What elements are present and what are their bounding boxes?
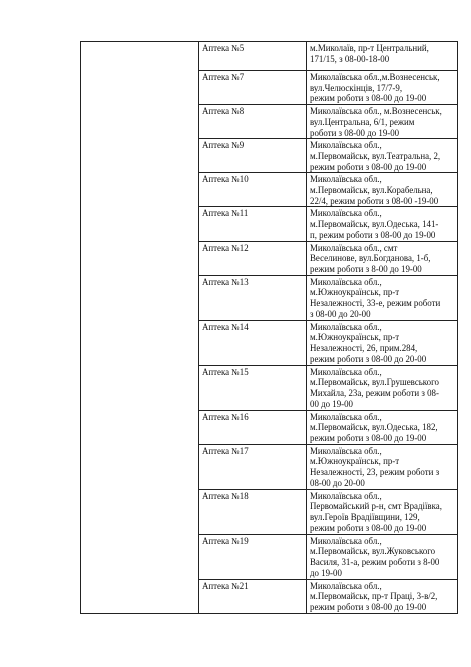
address-line: м.Первомайськ, пр-т Праці, 3-в/2, <box>310 591 438 602</box>
address-line: Миколаївська обл., <box>310 140 382 151</box>
address-line: Миколаївська обл., <box>310 490 382 501</box>
empty-cell <box>81 579 199 613</box>
address-line: м.Первомайськ, вул.Театральна, 2, <box>310 150 441 161</box>
address-line: режим роботи з 08-00 до 20-00 <box>310 353 427 364</box>
pharmacy-name-cell: Аптека №19 <box>199 534 307 579</box>
address-line: Миколаївська обл., <box>310 174 382 185</box>
table-row <box>81 579 458 613</box>
address-line: Миколаївська обл., <box>310 411 382 422</box>
pharmacy-address-cell <box>307 410 458 444</box>
empty-cell <box>81 320 199 365</box>
address-line: Василя, 31-а, режим роботи з 8-00 <box>310 557 440 568</box>
table-row <box>81 173 458 207</box>
address-line: м.Южноукраїнськ, пр-т <box>310 456 400 467</box>
address-line: п, режим роботи з 08-00 до 19-00 <box>310 229 436 240</box>
address-line: м.Первомайськ, вул.Корабельна, <box>310 185 433 196</box>
pharmacy-address-cell <box>307 105 458 139</box>
address-line: вул.Героїв Врадіївщини, 129, <box>310 512 420 523</box>
address-line: Первомайський р-н, смт Врадіївка, <box>310 501 442 512</box>
table-row <box>81 275 458 320</box>
address-line: роботи з 08-00 до 19-00 <box>310 127 400 138</box>
pharmacy-address-cell <box>307 139 458 173</box>
empty-cell <box>81 410 199 444</box>
pharmacy-name-cell: Аптека №12 <box>199 241 307 275</box>
address-line: Миколаївська обл., <box>310 321 382 332</box>
address-line: режим роботи з 8-00 до 19-00 <box>310 263 422 274</box>
pharmacy-address-cell <box>307 534 458 579</box>
pharmacy-address-cell <box>307 489 458 534</box>
pharmacy-name-cell: Аптека №18 <box>199 489 307 534</box>
empty-cell <box>81 139 199 173</box>
address-line: Миколаївська обл., <box>310 445 382 456</box>
pharmacy-name-cell: Аптека №13 <box>199 275 307 320</box>
address-line: 08-00 до 20-00 <box>310 477 365 488</box>
address-line: 22/4, режим роботи з 08-00 -19-00 <box>310 195 439 206</box>
address-line: 00 до 19-00 <box>310 398 353 409</box>
address-line: Незалежності, 33-е, режим роботи <box>310 298 441 309</box>
pharmacy-name-cell: Аптека №8 <box>199 105 307 139</box>
address-line: м.Первомайськ, вул.Одеська, 182, <box>310 422 438 433</box>
address-line: м.Первомайськ, вул.Одеська, 141- <box>310 219 439 230</box>
empty-cell <box>81 444 199 489</box>
pharmacy-name-cell: Аптека №5 <box>199 42 307 71</box>
pharmacy-address-cell <box>307 241 458 275</box>
empty-cell <box>81 241 199 275</box>
address-line: Миколаївська обл., <box>310 208 382 219</box>
address-line: вул.Центральна, 6/1, режим <box>310 116 415 127</box>
pharmacy-address-cell <box>307 365 458 410</box>
address-line: м.Южноукраїнськ, пр-т <box>310 332 400 343</box>
address-line: режим роботи з 08-00 до 19-00 <box>310 602 427 613</box>
pharmacy-name-cell: Аптека №21 <box>199 579 307 613</box>
pharmacy-name-cell: Аптека №9 <box>199 139 307 173</box>
pharmacy-address-cell <box>307 275 458 320</box>
table-row <box>81 410 458 444</box>
pharmacy-name-cell: Аптека №10 <box>199 173 307 207</box>
table-row <box>81 320 458 365</box>
table-row <box>81 105 458 139</box>
address-line: м.Первомайськ, вул.Грушевського <box>310 377 439 388</box>
address-line: м.Южноукраїнськ, пр-т <box>310 287 400 298</box>
table-row <box>81 365 458 410</box>
empty-cell <box>81 534 199 579</box>
address-line: Миколаївська обл.,м.Вознесенськ, <box>310 72 440 82</box>
pharmacy-table <box>80 41 458 614</box>
address-line: Миколаївська обл., <box>310 535 382 546</box>
empty-cell <box>81 489 199 534</box>
pharmacy-address-cell <box>307 71 458 105</box>
empty-cell <box>81 71 199 105</box>
address-line: вул.Челюскінців, 17/7-9, <box>310 82 403 93</box>
empty-cell <box>81 105 199 139</box>
empty-cell <box>81 275 199 320</box>
address-line: Михайла, 23а, режим роботи з 08- <box>310 388 439 399</box>
pharmacy-address-cell <box>307 444 458 489</box>
table-row <box>81 42 458 71</box>
address-line: режим роботи з 08-00 до 19-00 <box>310 93 427 104</box>
address-line: Незалежності, 26, прим.284, <box>310 343 418 354</box>
empty-cell <box>81 173 199 207</box>
address-line: Миколаївська обл., <box>310 366 382 377</box>
table-row <box>81 139 458 173</box>
pharmacy-name-cell: Аптека №7 <box>199 71 307 105</box>
address-line: м.Миколаїв, пр-т Центральний, <box>310 43 429 53</box>
address-line: Миколаївська обл., смт <box>310 242 398 253</box>
empty-cell <box>81 207 199 241</box>
address-line: Миколаївська обл., <box>310 580 382 591</box>
pharmacy-address-cell <box>307 42 458 71</box>
address-line: режим роботи з 08-00 до 19-00 <box>310 433 427 444</box>
table-row <box>81 207 458 241</box>
table-row <box>81 534 458 579</box>
empty-cell <box>81 365 199 410</box>
table-row <box>81 241 458 275</box>
pharmacy-name-cell: Аптека №11 <box>199 207 307 241</box>
pharmacy-name-cell: Аптека №16 <box>199 410 307 444</box>
pharmacy-address-cell <box>307 207 458 241</box>
pharmacy-name-cell: Аптека №14 <box>199 320 307 365</box>
address-line: до 19-00 <box>310 567 342 578</box>
address-line: м.Первомайськ, вул.Жуковського <box>310 546 436 557</box>
address-line: Незалежності, 23, режим роботи з <box>310 467 440 478</box>
address-line: Веселинове, вул.Богданова, 1-б, <box>310 253 431 264</box>
address-line: 171/15, з 08-00-18-00 <box>310 53 390 64</box>
address-line: Миколаївська обл., м.Вознесенськ, <box>310 106 442 117</box>
address-line: Миколаївська обл., <box>310 276 382 287</box>
address-line: з 08-00 до 20-00 <box>310 308 371 319</box>
pharmacy-name-cell: Аптека №15 <box>199 365 307 410</box>
pharmacy-address-cell <box>307 173 458 207</box>
pharmacy-name-cell: Аптека №17 <box>199 444 307 489</box>
pharmacy-address-cell <box>307 579 458 613</box>
address-line: режим роботи з 08-00 до 19-00 <box>310 161 427 172</box>
table-row <box>81 489 458 534</box>
address-line: режим роботи з 08-00 до 19-00 <box>310 522 427 533</box>
table-row <box>81 71 458 105</box>
empty-cell <box>81 42 199 71</box>
pharmacy-address-cell <box>307 320 458 365</box>
table-row <box>81 444 458 489</box>
